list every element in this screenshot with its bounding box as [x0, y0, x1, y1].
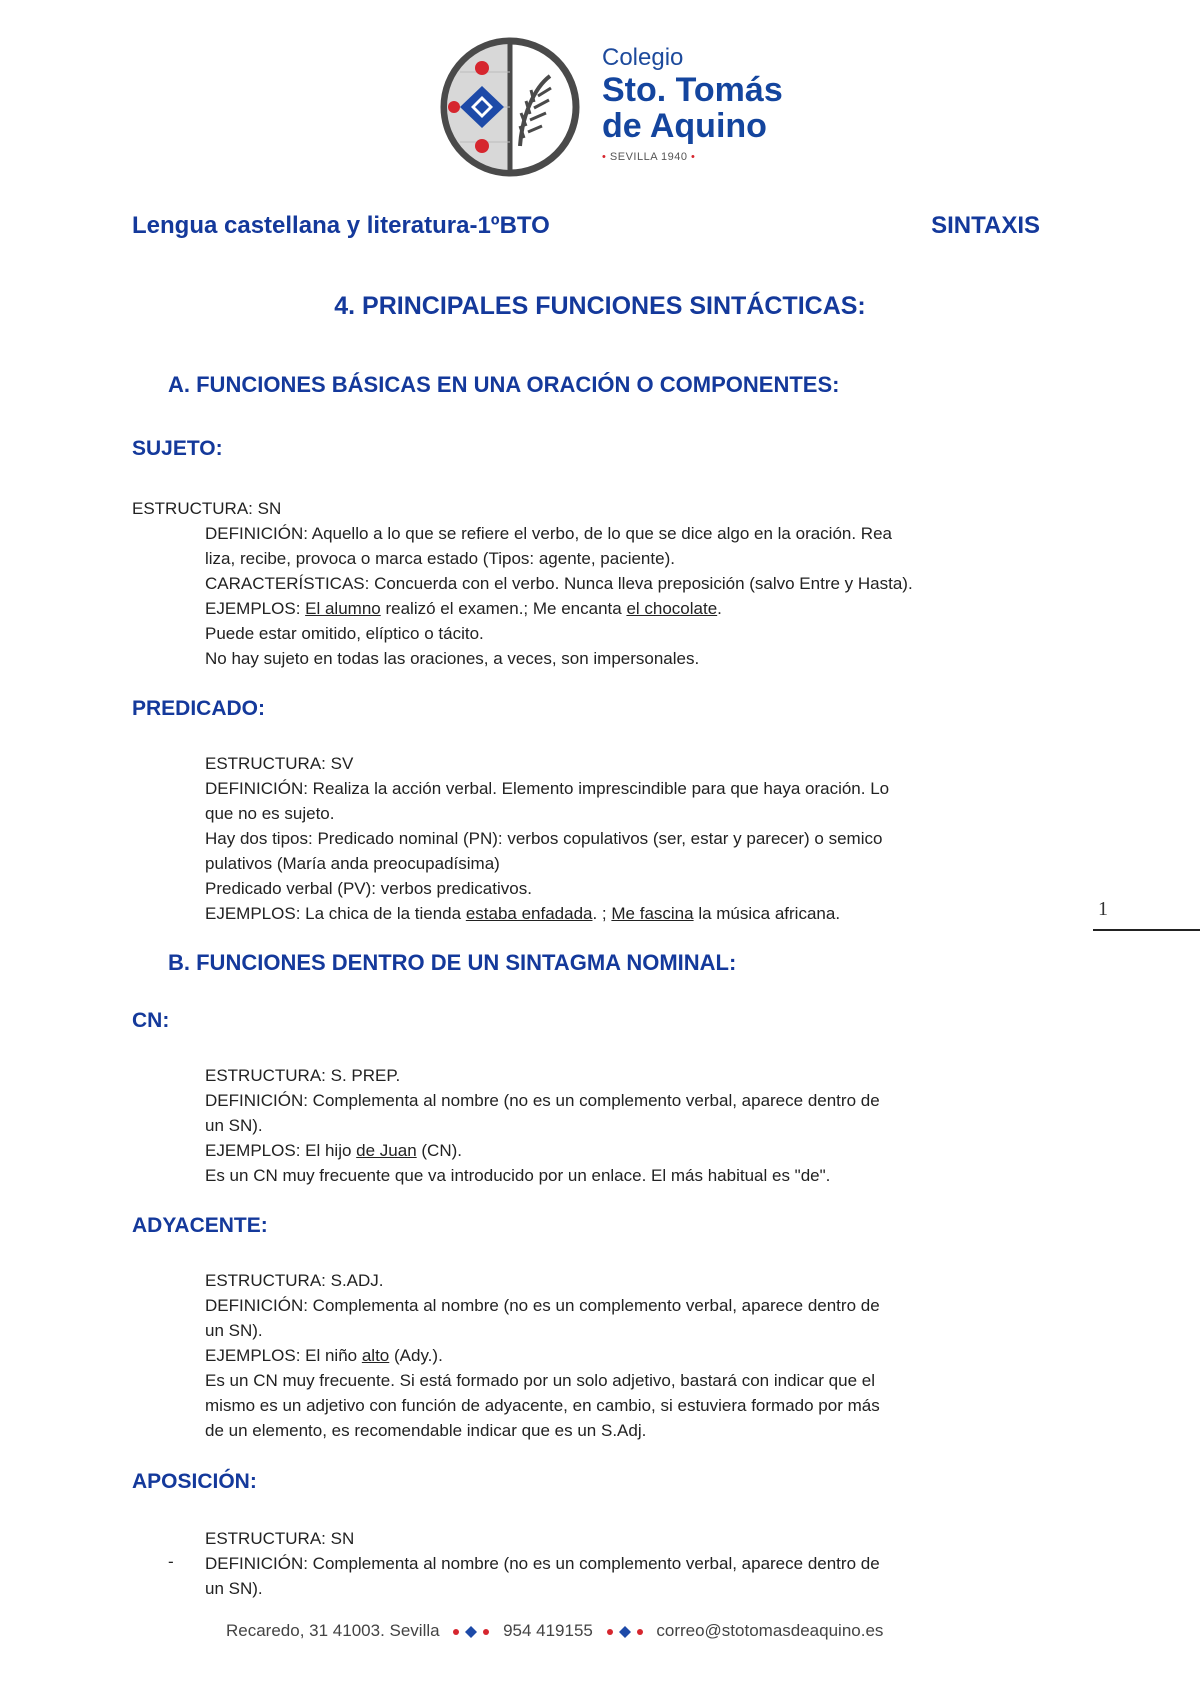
page-number-rule: [1093, 929, 1200, 931]
sujeto-estructura-text: ESTRUCTURA: SN: [132, 499, 282, 518]
adyacente-heading: ADYACENTE:: [132, 1214, 268, 1237]
cn-def-line2: un SN).: [205, 1116, 263, 1135]
logo-sevilla-text: SEVILLA 1940: [609, 151, 688, 163]
section-b-heading: B. FUNCIONES DENTRO DE UN SINTAGMA NOMINAL:: [168, 950, 737, 975]
ej-mid: realizó el examen.; Me encanta: [380, 599, 627, 618]
sujeto-heading: SUJETO:: [132, 437, 223, 460]
adyacente-note-line3: de un elemento, es recomendable indicar que es un S.Adj.: [205, 1421, 647, 1440]
footer-email[interactable]: correo@stotomasdeaquino.es: [656, 1621, 884, 1640]
ej-mid: . ;: [592, 904, 612, 923]
cn-block: [205, 1063, 880, 1188]
ej-end: .: [717, 599, 722, 618]
cn-def-line1: DEFINICIÓN: Complementa al nombre (no es un complemento verbal, aparece dentro de: [205, 1091, 880, 1110]
ej-underlined: alto: [361, 1346, 390, 1365]
sujeto-estructura: [132, 496, 281, 521]
page-title: 4. PRINCIPALES FUNCIONES SINTÁCTICAS:: [334, 292, 866, 320]
logo-line-sto-tomas: Sto. Tomás: [602, 71, 783, 109]
predicado-tipos-line2: pulativos (María anda preocupadísima): [205, 854, 500, 873]
logo-wordmark: [602, 44, 783, 164]
sujeto-def-line2: liza, recibe, provoca o marca estado (Tipos: agente, paciente).: [205, 549, 675, 568]
footer-phone: 954 419155: [503, 1621, 593, 1640]
ej-underlined: el chocolate: [626, 599, 718, 618]
aposicion-def-line1: DEFINICIÓN: Complementa al nombre (no es un complemento verbal, aparece dentro de: [205, 1554, 880, 1573]
ej-prefix: EJEMPLOS: El niño: [205, 1346, 362, 1365]
adyacente-def-line1: DEFINICIÓN: Complementa al nombre (no es un complemento verbal, aparece dentro de: [205, 1296, 880, 1315]
cn-heading: CN:: [132, 1009, 170, 1032]
predicado-def-line2: que no es sujeto.: [205, 804, 335, 823]
logo-line-aquino: de Aquino: [602, 107, 767, 145]
ej-end: la música africana.: [693, 904, 841, 923]
footer-address: Recaredo, 31 41003. Sevilla: [226, 1621, 440, 1640]
ej-underlined: El alumno: [305, 599, 381, 618]
adyacente-note-line1: Es un CN muy frecuente. Si está formado por un solo adjetivo, bastará con indicar que el: [205, 1371, 875, 1390]
page-number: 1: [1098, 898, 1108, 920]
aposicion-heading: APOSICIÓN:: [132, 1470, 257, 1493]
adyacente-estructura: ESTRUCTURA: S.ADJ.: [205, 1271, 384, 1290]
ej-end: (CN).: [416, 1141, 462, 1160]
predicado-verbal: Predicado verbal (PV): verbos predicativos.: [205, 879, 532, 898]
adyacente-ejemplos: [205, 1343, 880, 1368]
footer-diamonds-icon: [606, 1625, 644, 1639]
adyacente-block: [205, 1268, 880, 1443]
ej-underlined: estaba enfadada: [465, 904, 593, 923]
logo-line-sevilla: [602, 150, 783, 164]
predicado-def-line1: DEFINICIÓN: Realiza la acción verbal. Elemento imprescindible para que haya oración. Lo: [205, 779, 890, 798]
cn-ejemplos: [205, 1138, 880, 1163]
ej-underlined: Me fascina: [611, 904, 694, 923]
predicado-estructura: ESTRUCTURA: SV: [205, 754, 354, 773]
aposicion-block: [205, 1526, 880, 1601]
predicado-tipos-line1: Hay dos tipos: Predicado nominal (PN): verbos copulativos (ser, estar y parecer) o semico: [205, 829, 883, 848]
aposicion-estructura: ESTRUCTURA: SN: [205, 1529, 355, 1548]
cn-note: Es un CN muy frecuente que va introducido por un enlace. El más habitual es "de".: [205, 1166, 831, 1185]
adyacente-def-line2: un SN).: [205, 1321, 263, 1340]
ej-prefix: EJEMPLOS:: [205, 599, 306, 618]
cn-estructura: ESTRUCTURA: S. PREP.: [205, 1066, 401, 1085]
ej-end: (Ady.).: [389, 1346, 443, 1365]
ej-prefix: EJEMPLOS: La chica de la tienda: [205, 904, 466, 923]
ej-prefix: EJEMPLOS: El hijo: [205, 1141, 357, 1160]
aposicion-def-line2: un SN).: [205, 1579, 263, 1598]
sujeto-ejemplos: [205, 596, 913, 621]
ej-underlined: de Juan: [356, 1141, 417, 1160]
red-dot-icon: •: [602, 151, 610, 163]
predicado-heading: PREDICADO:: [132, 697, 266, 720]
sujeto-block: [205, 521, 913, 671]
list-dash: -: [168, 1552, 174, 1571]
predicado-block: [205, 751, 889, 926]
adyacente-note-line2: mismo es un adjetivo con función de adyacente, en cambio, si estuviera formado por más: [205, 1396, 880, 1415]
course-title: Lengua castellana y literatura-1ºBTO: [132, 212, 550, 239]
sujeto-impersonales: No hay sujeto en todas las oraciones, a veces, son impersonales.: [205, 649, 700, 668]
sujeto-def-line1: DEFINICIÓN: Aquello a lo que se refiere el verbo, de lo que se dice algo en la oración. Rea: [205, 524, 892, 543]
predicado-ejemplos: [205, 901, 889, 926]
section-a-heading: A. FUNCIONES BÁSICAS EN UNA ORACIÓN O COMPONENTES:: [168, 372, 840, 397]
sujeto-caracteristicas: CARACTERÍSTICAS: Concuerda con el verbo. Nunca lleva preposición (salvo Entre y Hasta).: [205, 574, 913, 593]
footer-contact: [226, 1621, 883, 1641]
sujeto-omitido: Puede estar omitido, elíptico o tácito.: [205, 624, 484, 643]
footer-diamonds-icon: [452, 1625, 490, 1639]
topic-title: SINTAXIS: [931, 212, 1040, 239]
logo-line-colegio: Colegio: [602, 44, 684, 71]
school-crest-icon: [438, 36, 598, 178]
red-dot-icon: •: [687, 151, 696, 163]
